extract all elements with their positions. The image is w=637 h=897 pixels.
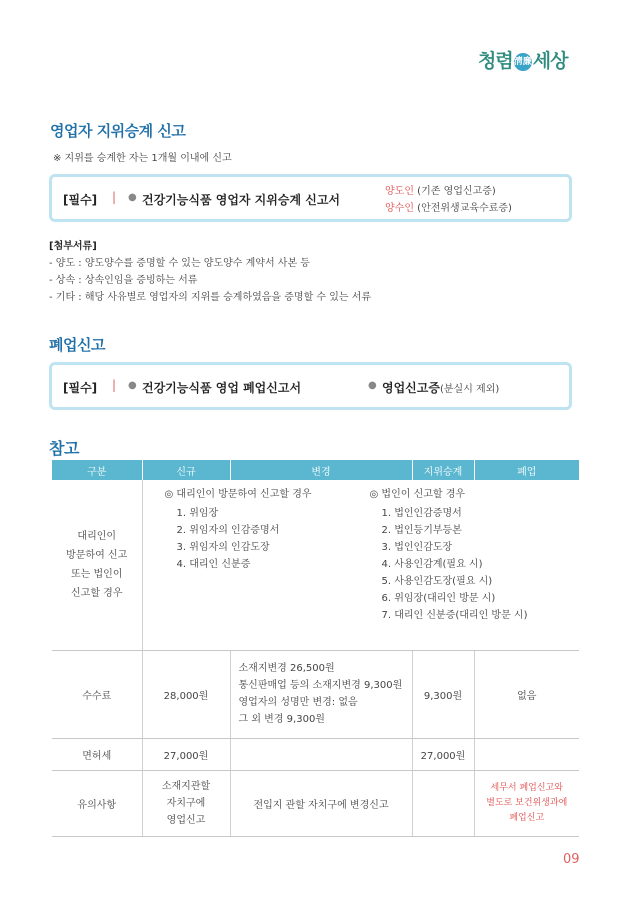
section-title-succession: 영업자 지위승계 신고 [50,122,186,140]
attachment-item: - 기타 : 해당 사유별로 영업자의 지위를 승계하였음을 증명할 수 있는 서류 [49,292,372,303]
table-row [52,738,579,770]
page-number: 09 [563,852,580,867]
succession-form-name: 건강기능식품 영업자 지위승계 신고서 [142,193,341,207]
table-header-row [52,460,579,480]
closure-form-name: 건강기능식품 영업 폐업신고서 [142,381,302,395]
fee-succession: 9,300원 [412,650,474,738]
row-label-proxy: 대리인이 방문하여 신고 또는 법인이 신고할 경우 [52,480,142,650]
fee-change-line: 그 외 변경 9,300원 [238,714,325,725]
tax-succession: 27,000원 [412,738,474,770]
table-row [52,770,579,836]
transferor-line [385,182,496,197]
list-item: 4. 대리인 신분증 [176,559,251,570]
notes-closure: 세무서 폐업신고와 별도로 보건위생과에 폐업신고 [474,770,579,836]
divider-bar: | [112,190,117,204]
section-title-closure: 폐업신고 [49,336,105,354]
reference-table [52,460,579,837]
bullet-dot: ● [128,380,137,391]
bullet-dot: ● [368,380,377,391]
fee-change-line: 통신판매업 등의 소재지변경 9,300원 [238,680,403,691]
proxy-docs-title: ◎ 대리인이 방문하여 신고할 경우 [164,489,312,500]
logo-text-post: 세상 [532,50,568,72]
attachments-list [49,255,371,306]
attachment-item: - 양도 : 양도양수를 증명할 수 있는 양도양수 계약서 사본 등 [49,258,310,269]
proxy-docs-list [165,486,370,624]
list-item: 7. 대리인 신분증(대리인 방문 시) [381,610,528,621]
notes-new: 소재지관할 자치구에 영업신고 [142,770,230,836]
list-item: 4. 사용인감계(필요 시) [381,559,483,570]
closure-doc2-note: (분실시 제외) [439,384,500,395]
logo-seal-icon: 淸廉 [514,53,532,71]
fee-closure: 없음 [474,650,579,738]
table-row [52,650,579,738]
corp-docs-title: ◎ 법인이 신고할 경우 [369,489,466,500]
list-item: 1. 법인인감증명서 [381,508,462,519]
fee-new: 28,000원 [142,650,230,738]
header-change: 변경 [230,460,412,480]
corp-docs-list [370,486,575,624]
list-item: 6. 위임장(대리인 방문 시) [381,593,496,604]
fee-change-line: 영업자의 성명만 변경: 없음 [238,697,358,708]
header-new: 신규 [142,460,230,480]
list-item: 3. 법인인감도장 [381,542,453,553]
fee-change [230,650,412,738]
succession-required-box [49,174,572,222]
closure-required-box [49,362,572,410]
list-item: 2. 위임자의 인감증명서 [176,525,280,536]
row-label-license-tax: 면허세 [52,738,142,770]
fee-change-line: 소재지변경 26,500원 [238,663,335,674]
bullet-dot: ● [128,192,137,203]
list-item: 1. 위임장 [176,508,219,519]
transferee-line [385,199,512,214]
notes-succession [412,770,474,836]
required-label: [필수] [63,381,98,395]
tax-closure [474,738,579,770]
header-succession: 지위승계 [412,460,474,480]
header-category: 구분 [52,460,142,480]
attachment-item: - 상속 : 상속인임을 증빙하는 서류 [49,275,198,286]
list-item: 2. 법인등기부등본 [381,525,462,536]
brand-logo [478,46,567,73]
row-label-notes: 유의사항 [52,770,142,836]
closure-doc2-name: 영업신고증 [382,381,440,395]
logo-text-pre: 청렴 [478,50,513,72]
transferee-label: 양수인 [385,203,414,214]
header-closure: 폐업 [474,460,579,480]
transferor-label: 양도인 [385,186,414,197]
list-item: 5. 사용인감도장(필요 시) [381,576,493,587]
required-label: [필수] [63,193,98,207]
closure-doc2 [382,379,499,396]
succession-note: ※ 지위를 승계한 자는 1개월 이내에 신고 [53,153,232,164]
proxy-corp-cell [142,480,579,650]
divider-bar: | [112,378,117,392]
attachments-title: [첨부서류] [49,241,97,252]
section-title-reference: 참고 [49,439,79,458]
list-item: 3. 위임자의 인감도장 [176,542,270,553]
notes-change: 전입지 관할 자치구에 변경신고 [230,770,412,836]
tax-change [230,738,412,770]
transferor-desc: (기존 영업신고증) [417,186,496,197]
transferee-desc: (안전위생교육수료증) [417,203,512,214]
table-row [52,480,579,650]
row-label-fee: 수수료 [52,650,142,738]
tax-new: 27,000원 [142,738,230,770]
